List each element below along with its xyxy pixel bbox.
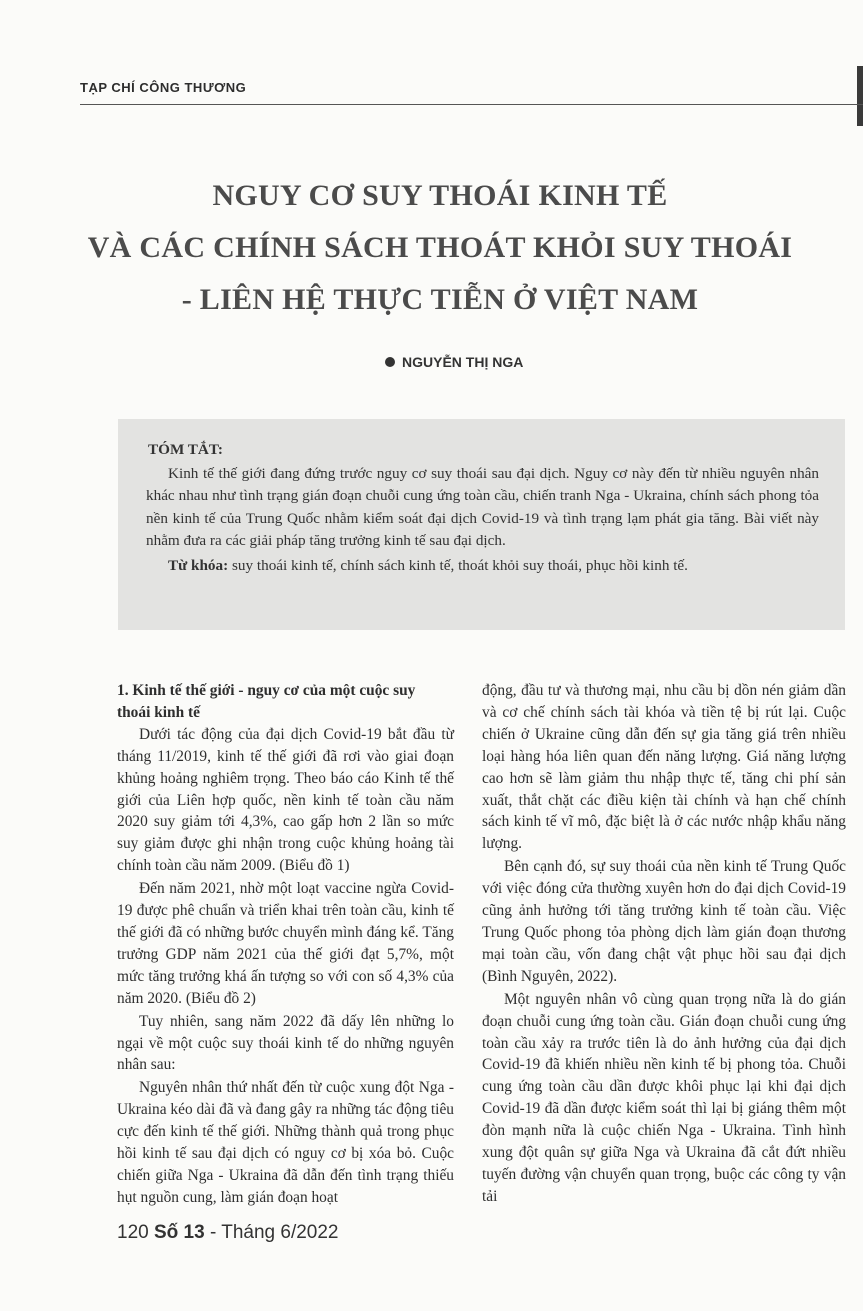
article-title [40, 170, 840, 326]
section-heading-line-2: thoái kinh tế [117, 703, 200, 721]
keywords-list: suy thoái kinh tế, chính sách kinh tế, thoát khỏi suy thoái, phục hồi kinh tế. [228, 556, 688, 574]
bullet-icon [385, 357, 395, 367]
paragraph-continuation: động, đầu tư và thương mại, nhu cầu bị dồn nén giảm dần và cơ chế chính sách tài khóa và tiền tệ bị rút lại. Cuộc chiến ở Ukraine cũng dẫn đến sự gia tăng giá trên nhiều loại hàng hóa liên quan đến năng lượng. Giá năng lượng cao hơn sẽ làm giảm thu nhập thực tế, tăng chi phí sản xuất, thắt chặt các điều kiện tài chính và hạn chế chính sách kinh tế vĩ mô, đặc biệt là ở các nước nhập khẩu năng lượng. [482, 682, 846, 853]
issue-date: - Tháng 6/2022 [204, 1222, 339, 1243]
abstract-heading: TÓM TẮT: [148, 441, 223, 458]
left-column [117, 680, 454, 1210]
abstract-box [118, 419, 845, 630]
page-footer [117, 1222, 339, 1244]
edge-marker [857, 66, 863, 126]
title-line-1: NGUY CƠ SUY THOÁI KINH TẾ [212, 179, 668, 212]
right-column [482, 680, 846, 1209]
journal-name: TẠP CHÍ CÔNG THƯƠNG [80, 80, 247, 95]
abstract-body: Kinh tế thế giới đang đứng trước nguy cơ suy thoái sau đại dịch. Nguy cơ này đến từ nhiều nguyên nhân khác nhau như tình trạng gián đoạn chuỗi cung ứng toàn cầu, chiến tranh Nga - Ukraina, chính sách phong tỏa nền kinh tế của Trung Quốc nhằm kiểm soát đại dịch Covid-19 và tình trạng lạm phát gia tăng. Bài viết này nhằm đưa ra các giải pháp tăng trưởng kinh tế sau đại dịch. [146, 464, 819, 549]
keywords-label: Từ khóa: [168, 556, 229, 574]
paragraph: Tuy nhiên, sang năm 2022 đã dấy lên những lo ngại về một cuộc suy thoái kinh tế do những nguyên nhân sau: [117, 1012, 454, 1074]
section-heading [117, 680, 454, 724]
title-line-3: - LIÊN HỆ THỰC TIỄN Ở VIỆT NAM [181, 283, 699, 316]
paragraph: Dưới tác động của đại dịch Covid-19 bắt đầu từ tháng 11/2019, kinh tế thế giới đã rơi vào giai đoạn khủng hoảng nghiêm trọng. Theo báo cáo Kinh tế thế giới của Liên hợp quốc, nền kinh tế toàn cầu năm 2020 suy giảm tới 4,3%, cao gấp hơn 2 lần so mức suy giảm được ghi nhận trong cuộc khủng hoảng tài chính toàn cầu năm 2009. (Biểu đồ 1) [117, 725, 454, 875]
keywords [146, 555, 819, 578]
section-heading-line-1: 1. Kinh tế thế giới - nguy cơ của một cuộc suy [117, 682, 416, 699]
title-line-2: VÀ CÁC CHÍNH SÁCH THOÁT KHỎI SUY THOÁI [87, 231, 793, 264]
page-number: 120 [117, 1222, 149, 1243]
header-rule [80, 104, 863, 105]
author [385, 354, 523, 370]
paragraph: Đến năm 2021, nhờ một loạt vaccine ngừa Covid-19 được phê chuẩn và triển khai trên toàn cầu, kinh tế thế giới đã có những bước chuyển mình đáng kể. Tăng trưởng GDP năm 2021 của thế giới đạt 5,7%, một mức tăng trưởng khá ấn tượng so với con số 4,3% của năm 2020. (Biểu đồ 2) [117, 880, 454, 1007]
author-name: NGUYỄN THỊ NGA [402, 354, 524, 370]
paragraph: Nguyên nhân thứ nhất đến từ cuộc xung đột Nga - Ukraina kéo dài đã và đang gây ra những tác động tiêu cực đến kinh tế thế giới. Những thành quả trong phục hồi kinh tế sau đại dịch có nguy cơ bị xóa bỏ. Cuộc chiến giữa Nga - Ukraina đã dẫn đến tình trạng thiếu hụt nguồn cung, làm gián đoạn hoạt [117, 1079, 454, 1206]
paragraph: Bên cạnh đó, sự suy thoái của nền kinh tế Trung Quốc với việc đóng cửa thường xuyên hơn do đại dịch Covid-19 cũng ảnh hưởng tới tăng trưởng kinh tế toàn cầu. Việc Trung Quốc phong tỏa phòng dịch làm gián đoạn thương mại toàn cầu, vốn đang chật vật phục hồi sau đại dịch (Bình Nguyên, 2022). [482, 858, 846, 985]
paragraph: Một nguyên nhân vô cùng quan trọng nữa là do gián đoạn chuỗi cung ứng toàn cầu. Gián đoạn chuỗi cung ứng toàn cầu xảy ra trước tiên là do ảnh hưởng của đại dịch Covid-19 đã khiến nhiều nền kinh tế bị phong tỏa. Chuỗi cung ứng toàn cầu dần được khôi phục lại khi đại dịch Covid-19 đã dần được kiểm soát thì lại bị giáng thêm một đòn mạnh nữa là cuộc chiến Nga - Ukraina. Tình hình xung đột quân sự giữa Nga và Ukraina đã cắt đứt nhiều tuyến đường vận chuyển quan trọng, buộc các công ty vận tải [482, 990, 846, 1205]
issue-number: Số 13 [153, 1222, 205, 1243]
